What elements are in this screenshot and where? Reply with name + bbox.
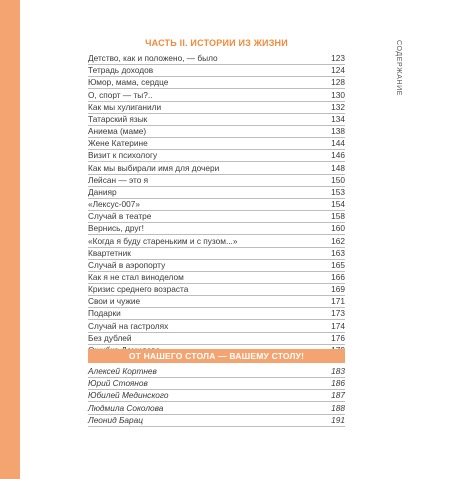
entry-title: Татарский язык (88, 113, 148, 124)
entry-title: Как мы выбирали имя для дочери (88, 162, 220, 173)
toc-entry[interactable] (88, 284, 345, 296)
section-title: ЧАСТЬ II. ИСТОРИИ ИЗ ЖИЗНИ (145, 38, 288, 48)
entry-page-number: 188 (331, 402, 345, 413)
toc-entry[interactable] (88, 126, 345, 138)
entry-title: Юмор, мама, сердце (88, 77, 169, 88)
toc-entry[interactable] (88, 77, 345, 89)
toc-entry[interactable] (88, 114, 345, 126)
toc-entry[interactable] (88, 211, 345, 223)
toc-entry[interactable] (88, 272, 345, 284)
left-accent-bar (0, 0, 20, 479)
toc-list (88, 53, 345, 357)
entry-page-number: 132 (331, 101, 345, 112)
entry-page-number: 138 (331, 126, 345, 137)
entry-title: Случай в аэропорту (88, 259, 166, 270)
entry-page-number: 187 (331, 390, 345, 401)
entry-title: Квартетник (88, 247, 131, 258)
entry-title: Как я не стал виноделом (88, 271, 184, 282)
entry-title: Жене Катерине (88, 138, 148, 149)
entry-page-number: 153 (331, 186, 345, 197)
entry-page-number: 124 (331, 65, 345, 76)
toc-entry[interactable] (88, 150, 345, 162)
entry-title: Случай в театре (88, 211, 152, 222)
guest-toc-entry[interactable] (88, 366, 345, 378)
entry-title: Алексей Кортнев (88, 366, 157, 377)
entry-title: Без дублей (88, 332, 132, 343)
entry-title: Подарки (88, 308, 121, 319)
entry-page-number: 144 (331, 138, 345, 149)
toc-entry[interactable] (88, 248, 345, 260)
entry-page-number: 191 (331, 414, 345, 425)
toc-entry[interactable] (88, 138, 345, 150)
entry-title: Визит к психологу (88, 150, 158, 161)
entry-page-number: 173 (331, 308, 345, 319)
guest-toc-entry[interactable] (88, 390, 345, 402)
toc-entry[interactable] (88, 102, 345, 114)
entry-page-number: 134 (331, 113, 345, 124)
entry-title: Тетрадь доходов (88, 65, 154, 76)
entry-page-number: 169 (331, 284, 345, 295)
entry-title: Как мы хулиганили (88, 101, 162, 112)
entry-title: Людмила Соколова (88, 402, 164, 413)
toc-entry[interactable] (88, 260, 345, 272)
entry-page-number: 154 (331, 199, 345, 210)
toc-entry[interactable] (88, 53, 345, 65)
entry-title: Юрий Стоянов (88, 378, 148, 389)
entry-title: «Когда я буду стареньким и с пузом...» (88, 235, 238, 246)
entry-title: Аниема (маме) (88, 126, 147, 137)
guest-toc-list (88, 366, 345, 427)
entry-title: Вернись, друг! (88, 223, 144, 234)
entry-page-number: 163 (331, 247, 345, 258)
entry-page-number: 176 (331, 332, 345, 343)
toc-entry[interactable] (88, 308, 345, 320)
entry-page-number: 174 (331, 320, 345, 331)
entry-page-number: 160 (331, 223, 345, 234)
entry-page-number: 171 (331, 296, 345, 307)
toc-entry[interactable] (88, 199, 345, 211)
toc-entry[interactable] (88, 223, 345, 235)
entry-title: Свои и чужие (88, 296, 141, 307)
side-label: СОДЕРЖАНИЕ (395, 40, 402, 97)
entry-page-number: 165 (331, 259, 345, 270)
toc-entry[interactable] (88, 296, 345, 308)
entry-page-number: 148 (331, 162, 345, 173)
entry-page-number: 130 (331, 89, 345, 100)
toc-entry[interactable] (88, 187, 345, 199)
entry-page-number: 186 (331, 378, 345, 389)
toc-entry[interactable] (88, 320, 345, 332)
toc-entry[interactable] (88, 235, 345, 247)
entry-title: О, спорт — ты?.. (88, 89, 153, 100)
entry-page-number: 150 (331, 174, 345, 185)
guest-toc-entry[interactable] (88, 402, 345, 414)
toc-entry[interactable] (88, 89, 345, 101)
entry-page-number: 183 (331, 366, 345, 377)
entry-title: Юбилей Мединского (88, 390, 169, 401)
entry-title: Леонид Барац (88, 414, 143, 425)
entry-title: Детство, как и положено, — было (88, 53, 218, 64)
toc-entry[interactable] (88, 65, 345, 77)
entry-title: Случай на гастролях (88, 320, 169, 331)
entry-page-number: 123 (331, 53, 345, 64)
entry-title: Лейсан — это я (88, 174, 149, 185)
entry-title: Данияр (88, 186, 117, 197)
entry-page-number: 146 (331, 150, 345, 161)
toc-entry[interactable] (88, 175, 345, 187)
entry-page-number: 166 (331, 271, 345, 282)
entry-page-number: 162 (331, 235, 345, 246)
entry-title: «Лексус-007» (88, 199, 140, 210)
toc-entry[interactable] (88, 333, 345, 345)
guest-toc-entry[interactable] (88, 378, 345, 390)
entry-title: Кризис среднего возраста (88, 284, 189, 295)
section-banner: ОТ НАШЕГО СТОЛА — ВАШЕМУ СТОЛУ! (88, 349, 345, 363)
guest-toc-entry[interactable] (88, 415, 345, 427)
entry-page-number: 158 (331, 211, 345, 222)
entry-page-number: 128 (331, 77, 345, 88)
toc-entry[interactable] (88, 162, 345, 174)
